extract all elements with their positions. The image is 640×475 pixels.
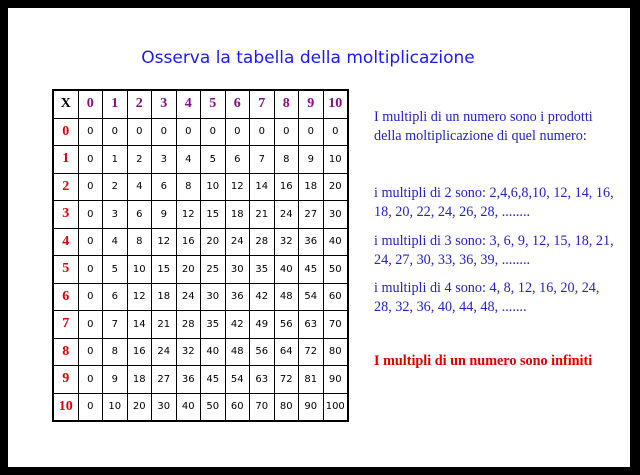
table-cell: 0 bbox=[78, 283, 103, 311]
table-cell: 36 bbox=[299, 228, 324, 256]
table-cell: 28 bbox=[176, 311, 201, 339]
table-cell: 50 bbox=[323, 256, 348, 284]
table-cell: 10 bbox=[103, 393, 128, 421]
table-cell: 56 bbox=[250, 338, 275, 366]
table-corner-cell: X bbox=[53, 90, 78, 118]
table-row bbox=[53, 283, 348, 311]
table-header-row bbox=[53, 90, 348, 118]
table-cell: 20 bbox=[323, 173, 348, 201]
table-cell: 80 bbox=[323, 338, 348, 366]
table-cell: 18 bbox=[152, 283, 177, 311]
column-header-cell: 8 bbox=[274, 90, 299, 118]
column-header-cell: 9 bbox=[299, 90, 324, 118]
table-cell: 8 bbox=[176, 173, 201, 201]
column-header-cell: 4 bbox=[176, 90, 201, 118]
table-cell: 14 bbox=[250, 173, 275, 201]
table-cell: 6 bbox=[127, 201, 152, 229]
table-cell: 0 bbox=[323, 118, 348, 146]
table-cell: 24 bbox=[176, 283, 201, 311]
table-row bbox=[53, 173, 348, 201]
table-cell: 40 bbox=[323, 228, 348, 256]
table-cell: 48 bbox=[225, 338, 250, 366]
table-cell: 12 bbox=[225, 173, 250, 201]
table-cell: 72 bbox=[274, 366, 299, 394]
table-cell: 18 bbox=[299, 173, 324, 201]
table-cell: 0 bbox=[225, 118, 250, 146]
table-cell: 35 bbox=[250, 256, 275, 284]
row-header-cell: 5 bbox=[53, 256, 78, 284]
table-cell: 7 bbox=[103, 311, 128, 339]
row-header-cell: 1 bbox=[53, 146, 78, 174]
table-cell: 0 bbox=[274, 118, 299, 146]
table-cell: 14 bbox=[127, 311, 152, 339]
table-cell: 90 bbox=[299, 393, 324, 421]
table-cell: 6 bbox=[103, 283, 128, 311]
table-cell: 81 bbox=[299, 366, 324, 394]
table-cell: 0 bbox=[152, 118, 177, 146]
column-header-cell: 6 bbox=[225, 90, 250, 118]
column-header-cell: 7 bbox=[250, 90, 275, 118]
table-cell: 45 bbox=[201, 366, 226, 394]
intro-paragraph: I multipli di un numero sono i prodotti della moltiplicazione di quel numero: bbox=[374, 109, 593, 144]
table-cell: 10 bbox=[201, 173, 226, 201]
column-header-cell: 1 bbox=[103, 90, 128, 118]
table-cell: 30 bbox=[152, 393, 177, 421]
table-cell: 0 bbox=[78, 118, 103, 146]
table-cell: 3 bbox=[152, 146, 177, 174]
table-cell: 72 bbox=[299, 338, 324, 366]
table-cell: 32 bbox=[176, 338, 201, 366]
table-row bbox=[53, 146, 348, 174]
table-row bbox=[53, 228, 348, 256]
table-cell: 5 bbox=[201, 146, 226, 174]
column-header-cell: 0 bbox=[78, 90, 103, 118]
table-cell: 8 bbox=[103, 338, 128, 366]
table-cell: 6 bbox=[152, 173, 177, 201]
table-cell: 30 bbox=[323, 201, 348, 229]
table-cell: 50 bbox=[201, 393, 226, 421]
table-cell: 9 bbox=[103, 366, 128, 394]
table-cell: 0 bbox=[127, 118, 152, 146]
row-header-cell: 8 bbox=[53, 338, 78, 366]
table-cell: 16 bbox=[274, 173, 299, 201]
table-cell: 35 bbox=[201, 311, 226, 339]
table-cell: 15 bbox=[152, 256, 177, 284]
table-cell: 2 bbox=[127, 146, 152, 174]
multiples-of-4-paragraph: i multipli di 4 sono: 4, 8, 12, 16, 20, 24, 28, 32, 36, 40, 44, 48, ....... bbox=[374, 280, 600, 315]
table-cell: 0 bbox=[78, 201, 103, 229]
multiplication-table bbox=[52, 89, 349, 422]
table-cell: 15 bbox=[201, 201, 226, 229]
row-header-cell: 4 bbox=[53, 228, 78, 256]
table-cell: 24 bbox=[274, 201, 299, 229]
table-cell: 30 bbox=[225, 256, 250, 284]
table-cell: 12 bbox=[152, 228, 177, 256]
table-cell: 20 bbox=[176, 256, 201, 284]
table-cell: 4 bbox=[127, 173, 152, 201]
table-cell: 27 bbox=[299, 201, 324, 229]
table-cell: 60 bbox=[323, 283, 348, 311]
table-cell: 42 bbox=[225, 311, 250, 339]
table-cell: 32 bbox=[274, 228, 299, 256]
row-header-cell: 3 bbox=[53, 201, 78, 229]
row-header-cell: 10 bbox=[53, 393, 78, 421]
table-cell: 56 bbox=[274, 311, 299, 339]
table-cell: 36 bbox=[225, 283, 250, 311]
table-cell: 4 bbox=[176, 146, 201, 174]
table-cell: 10 bbox=[127, 256, 152, 284]
table-cell: 5 bbox=[103, 256, 128, 284]
table-cell: 3 bbox=[103, 201, 128, 229]
table-cell: 45 bbox=[299, 256, 324, 284]
table-cell: 0 bbox=[78, 311, 103, 339]
table-cell: 18 bbox=[127, 366, 152, 394]
table-cell: 40 bbox=[201, 338, 226, 366]
conclusion-paragraph: I multipli di un numero sono infiniti bbox=[374, 353, 593, 369]
table-cell: 21 bbox=[250, 201, 275, 229]
table-cell: 48 bbox=[274, 283, 299, 311]
table-cell: 7 bbox=[250, 146, 275, 174]
column-header-cell: 3 bbox=[152, 90, 177, 118]
multiples-of-2-paragraph: i multipli di 2 sono: 2,4,6,8,10, 12, 14, 16, 18, 20, 22, 24, 26, 28, ........ bbox=[374, 185, 614, 220]
table-cell: 0 bbox=[176, 118, 201, 146]
table-cell: 10 bbox=[323, 146, 348, 174]
table-cell: 24 bbox=[225, 228, 250, 256]
table-cell: 16 bbox=[127, 338, 152, 366]
table-cell: 8 bbox=[274, 146, 299, 174]
table-row bbox=[53, 338, 348, 366]
table-cell: 28 bbox=[250, 228, 275, 256]
table-cell: 18 bbox=[225, 201, 250, 229]
slide bbox=[8, 8, 630, 467]
table-cell: 0 bbox=[78, 366, 103, 394]
table-cell: 12 bbox=[127, 283, 152, 311]
table-row bbox=[53, 118, 348, 146]
table-cell: 0 bbox=[78, 228, 103, 256]
table-cell: 0 bbox=[201, 118, 226, 146]
table-cell: 0 bbox=[103, 118, 128, 146]
table-cell: 9 bbox=[299, 146, 324, 174]
multiples-of-3-paragraph: i multipli di 3 sono: 3, 6, 9, 12, 15, 18, 21, 24, 27, 30, 33, 36, 39, ........ bbox=[374, 233, 614, 268]
table-cell: 21 bbox=[152, 311, 177, 339]
table-cell: 2 bbox=[103, 173, 128, 201]
table-cell: 27 bbox=[152, 366, 177, 394]
table-cell: 0 bbox=[78, 338, 103, 366]
table-cell: 20 bbox=[201, 228, 226, 256]
table-row bbox=[53, 393, 348, 421]
row-header-cell: 7 bbox=[53, 311, 78, 339]
column-header-cell: 10 bbox=[323, 90, 348, 118]
table-cell: 6 bbox=[225, 146, 250, 174]
table-row bbox=[53, 256, 348, 284]
slide-title: Osserva la tabella della moltiplicazione bbox=[141, 48, 475, 68]
table-cell: 40 bbox=[274, 256, 299, 284]
table-row bbox=[53, 311, 348, 339]
table-cell: 0 bbox=[78, 256, 103, 284]
table-cell: 24 bbox=[152, 338, 177, 366]
table-cell: 0 bbox=[78, 146, 103, 174]
table-cell: 0 bbox=[78, 173, 103, 201]
table-cell: 0 bbox=[250, 118, 275, 146]
table-cell: 90 bbox=[323, 366, 348, 394]
column-header-cell: 2 bbox=[127, 90, 152, 118]
table-cell: 25 bbox=[201, 256, 226, 284]
table-cell: 100 bbox=[323, 393, 348, 421]
table-cell: 40 bbox=[176, 393, 201, 421]
table-cell: 30 bbox=[201, 283, 226, 311]
table-cell: 42 bbox=[250, 283, 275, 311]
table-cell: 8 bbox=[127, 228, 152, 256]
table-cell: 0 bbox=[78, 393, 103, 421]
table-cell: 49 bbox=[250, 311, 275, 339]
table-cell: 63 bbox=[250, 366, 275, 394]
row-header-cell: 9 bbox=[53, 366, 78, 394]
table-row bbox=[53, 366, 348, 394]
table-cell: 54 bbox=[225, 366, 250, 394]
table-cell: 70 bbox=[323, 311, 348, 339]
table-cell: 16 bbox=[176, 228, 201, 256]
column-header-cell: 5 bbox=[201, 90, 226, 118]
row-header-cell: 2 bbox=[53, 173, 78, 201]
table-cell: 12 bbox=[176, 201, 201, 229]
table-cell: 80 bbox=[274, 393, 299, 421]
table-cell: 60 bbox=[225, 393, 250, 421]
table-cell: 36 bbox=[176, 366, 201, 394]
table-cell: 63 bbox=[299, 311, 324, 339]
table-cell: 1 bbox=[103, 146, 128, 174]
table-cell: 9 bbox=[152, 201, 177, 229]
table-cell: 4 bbox=[103, 228, 128, 256]
table-cell: 54 bbox=[299, 283, 324, 311]
table-cell: 20 bbox=[127, 393, 152, 421]
table-row bbox=[53, 201, 348, 229]
row-header-cell: 0 bbox=[53, 118, 78, 146]
table-cell: 64 bbox=[274, 338, 299, 366]
row-header-cell: 6 bbox=[53, 283, 78, 311]
table-cell: 70 bbox=[250, 393, 275, 421]
table-cell: 0 bbox=[299, 118, 324, 146]
